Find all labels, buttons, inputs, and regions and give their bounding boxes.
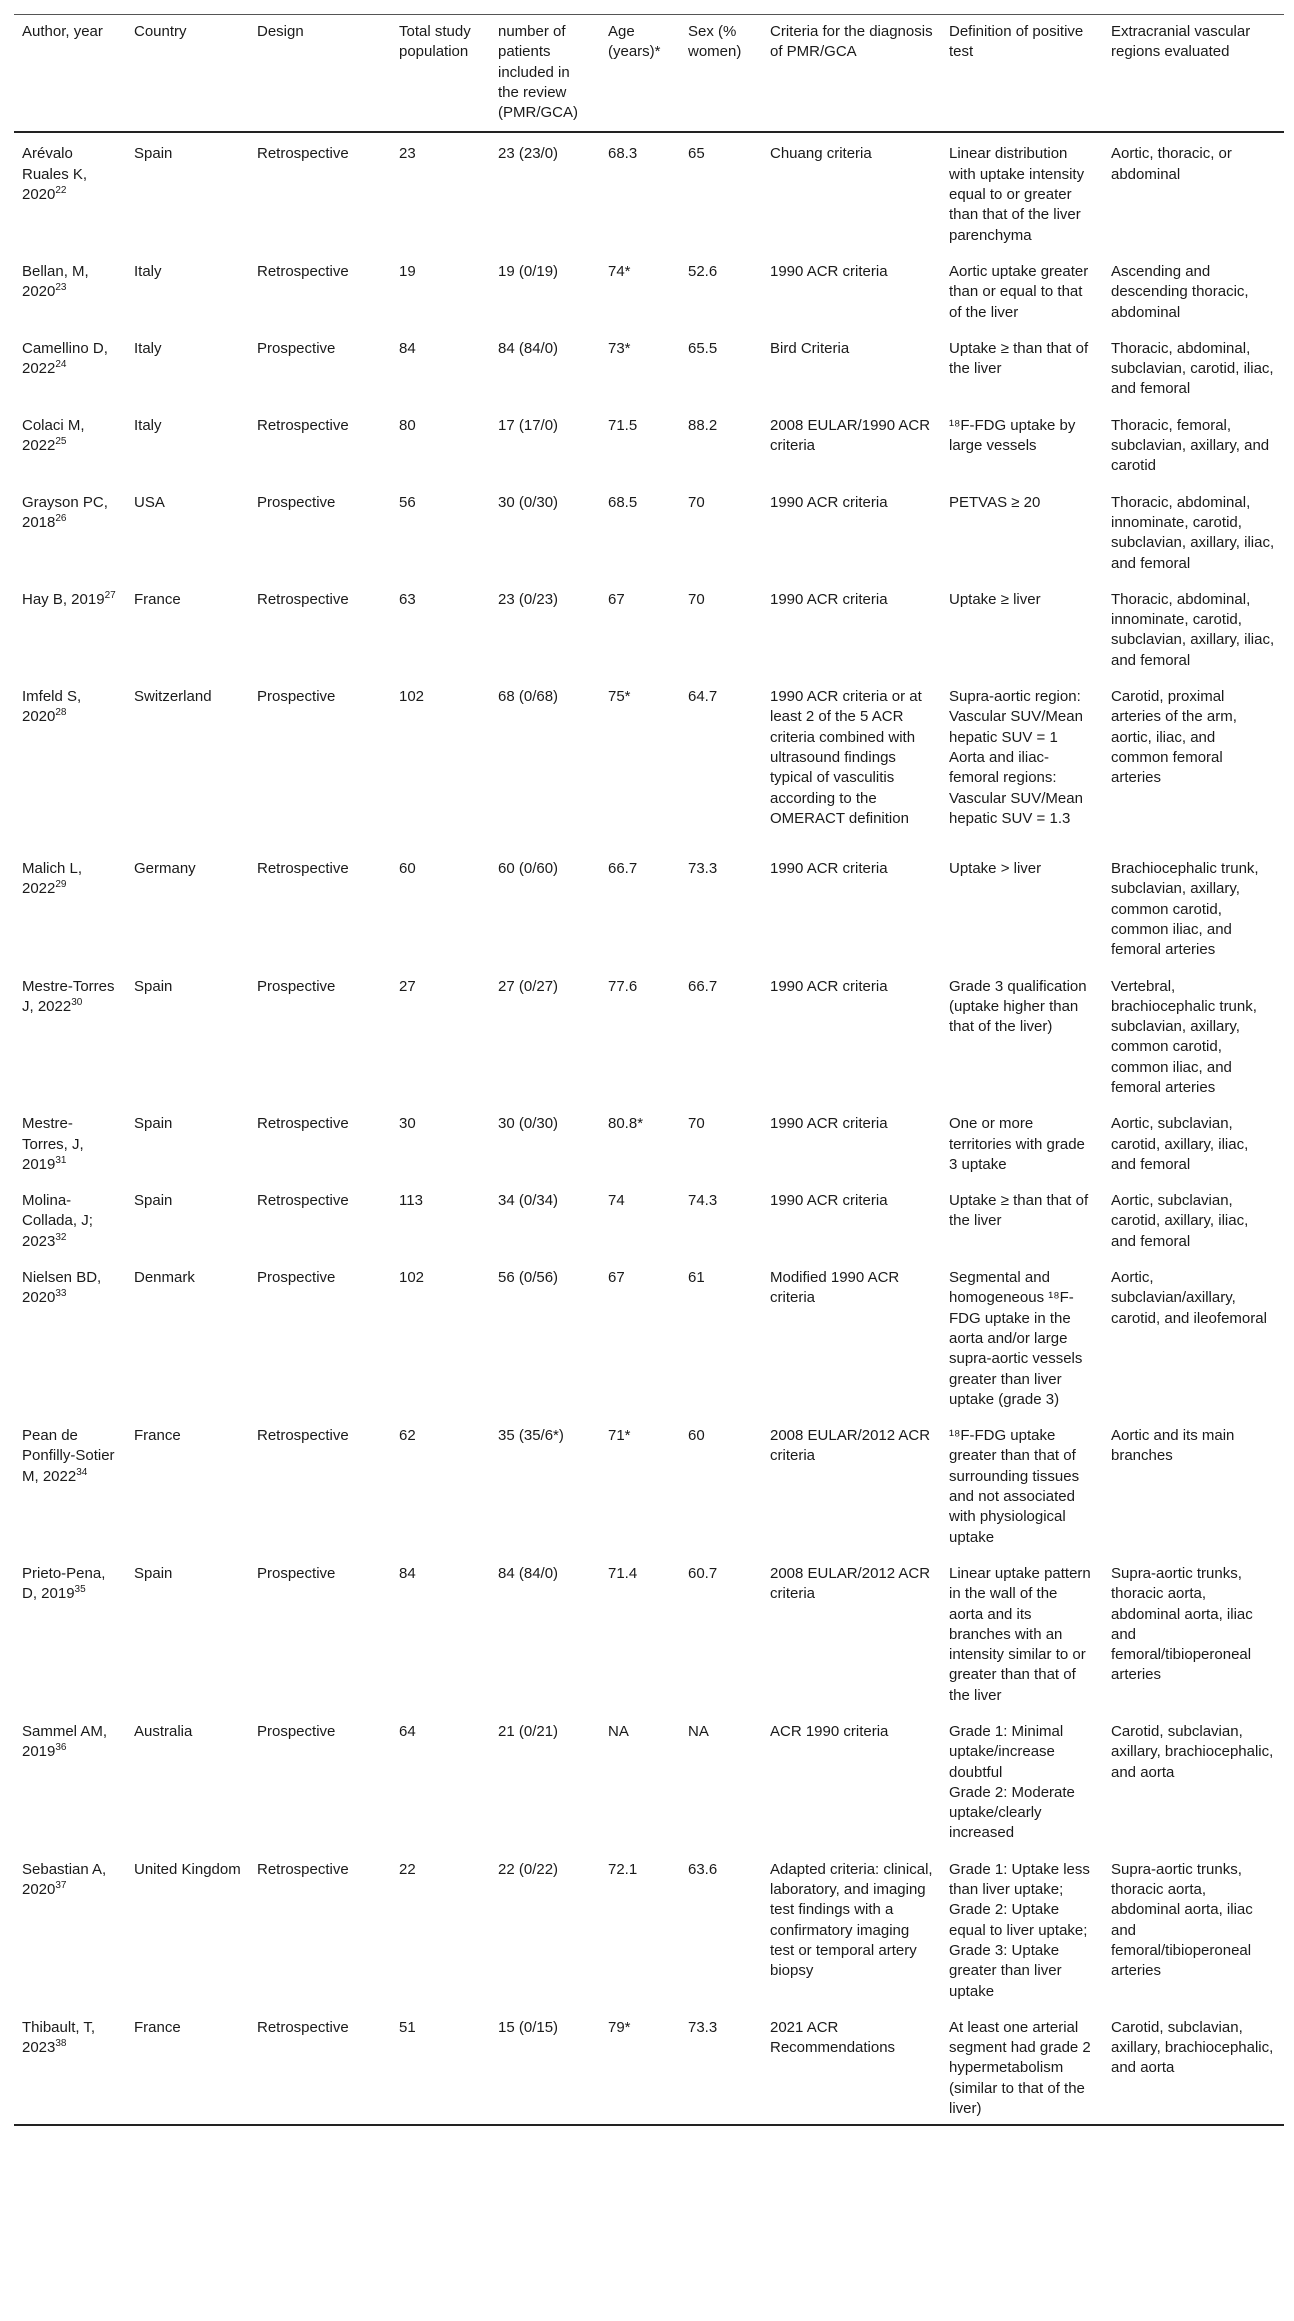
cell-criteria: 2008 EULAR/2012 ACR criteria	[770, 1564, 931, 1603]
definition-line: Linear uptake pattern in the wall of the aorta and its branches with an intensity similar to or greater than that of the liver	[949, 1564, 1091, 1704]
definition-line: One or more territories with grade 3 uptake	[949, 1115, 1085, 1173]
cell-included: 21 (0/21)	[498, 1723, 559, 1740]
cell-included: 84 (84/0)	[498, 339, 559, 357]
reference-number: 34	[76, 1466, 88, 1478]
author-text: Bellan, M, 2020	[22, 262, 89, 301]
reference-number: 29	[55, 879, 67, 891]
cell-sex: 70	[688, 493, 705, 511]
cell-author	[14, 2007, 126, 2125]
table-row	[14, 579, 1284, 676]
definition-line: Uptake > liver	[949, 860, 1042, 878]
cell-included: 23 (23/0)	[498, 145, 559, 163]
author-text: Nielsen BD, 2020	[22, 1269, 102, 1307]
cell-regions: Carotid, proximal arteries of the arm, aortic, iliac, and common femoral arteries	[1111, 688, 1237, 787]
cell-total: 64	[399, 1723, 416, 1740]
definition-line: Grade 1: Minimal uptake/increase doubtful	[949, 1723, 1064, 1781]
table-row	[14, 1103, 1284, 1180]
cell-total: 60	[399, 860, 416, 878]
cell-regions: Thoracic, abdominal, innominate, carotid, subclavian, axillary, iliac, and femoral	[1111, 590, 1275, 669]
reference-number: 24	[55, 359, 67, 371]
cell-total: 23	[399, 145, 416, 163]
cell-definition	[941, 579, 1103, 676]
reference-number: 25	[55, 436, 67, 448]
cell-definition	[941, 1103, 1103, 1180]
definition-line: Grade 2: Uptake equal to liver uptake;	[949, 1901, 1088, 1939]
cell-definition	[941, 848, 1103, 965]
cell-author	[14, 579, 126, 676]
cell-country: France	[134, 1427, 181, 1445]
definition-line: Grade 2: Moderate uptake/clearly increased	[949, 1783, 1075, 1842]
author-text: Thibault, T, 2023	[22, 2018, 96, 2057]
cell-age: 67	[608, 590, 625, 608]
cell-country: France	[134, 2018, 181, 2036]
cell-author	[14, 251, 126, 328]
cell-total: 80	[399, 416, 416, 434]
table-row	[14, 405, 1284, 482]
header-row	[14, 15, 1284, 133]
cell-country: Italy	[134, 262, 162, 280]
cell-definition	[941, 1415, 1103, 1553]
cell-country: Denmark	[134, 1269, 195, 1287]
author-text: Imfeld S, 2020	[22, 688, 82, 726]
cell-author	[14, 966, 126, 1104]
definition-line: Aortic uptake greater than or equal to that of the liver	[949, 262, 1089, 321]
cell-sex: NA	[688, 1723, 709, 1740]
definition-line: Vascular SUV/Mean hepatic SUV = 1.3	[949, 789, 1083, 827]
cell-age: 67	[608, 1269, 625, 1287]
header-included: number of patients included in the review (PMR/GCA)	[498, 23, 578, 122]
author-text: Malich L, 2022	[22, 860, 83, 898]
cell-included: 15 (0/15)	[498, 2018, 559, 2036]
table-row	[14, 251, 1284, 328]
cell-country: USA	[134, 493, 165, 511]
cell-author	[14, 1849, 126, 2007]
cell-criteria: 2008 EULAR/2012 ACR criteria	[770, 1427, 931, 1465]
author-text: Prieto-Pena, D, 2019	[22, 1564, 106, 1603]
cell-regions: Ascending and descending thoracic, abdominal	[1111, 262, 1249, 321]
cell-definition	[941, 1553, 1103, 1711]
cell-design: Prospective	[257, 339, 336, 357]
cell-country: Spain	[134, 145, 173, 163]
cell-definition	[941, 1257, 1103, 1415]
cell-regions: Aortic, subclavian, carotid, axillary, iliac, and femoral	[1111, 1115, 1249, 1173]
cell-total: 51	[399, 2018, 416, 2036]
cell-design: Retrospective	[257, 1192, 349, 1210]
cell-definition	[941, 405, 1103, 482]
reference-number: 27	[104, 589, 116, 601]
cell-included: 34 (0/34)	[498, 1192, 559, 1210]
cell-sex: 60.7	[688, 1564, 718, 1582]
cell-age: 72.1	[608, 1860, 638, 1878]
cell-age: 74*	[608, 262, 631, 280]
cell-age: 68.3	[608, 145, 638, 163]
cell-criteria: 1990 ACR criteria	[770, 1115, 888, 1133]
definition-line: Uptake ≥ than that of the liver	[949, 339, 1089, 378]
cell-author	[14, 405, 126, 482]
cell-total: 63	[399, 590, 416, 608]
cell-criteria: Bird Criteria	[770, 339, 850, 357]
cell-sex: 70	[688, 590, 705, 608]
cell-country: Australia	[134, 1723, 193, 1740]
cell-criteria: 1990 ACR criteria	[770, 262, 888, 280]
author-text: Arévalo Ruales K, 2020	[22, 145, 88, 204]
cell-total: 30	[399, 1115, 416, 1133]
reference-number: 30	[71, 996, 83, 1008]
cell-age: 71*	[608, 1427, 631, 1445]
cell-criteria: Adapted criteria: clinical, laboratory, and imaging test findings with a confirmatory imaging test or temporal artery biopsy	[770, 1860, 933, 1980]
author-text: Hay B, 2019	[22, 590, 105, 608]
cell-total: 113	[399, 1192, 423, 1210]
cell-sex: 65	[688, 145, 705, 163]
cell-age: 79*	[608, 2018, 631, 2036]
author-text: Pean de Ponfilly-Sotier M, 2022	[22, 1427, 115, 1485]
definition-line: Aorta and iliac-femoral regions:	[949, 748, 1057, 787]
cell-age: 71.4	[608, 1564, 638, 1582]
definition-line: Grade 3: Uptake greater than liver uptake	[949, 1941, 1062, 2000]
cell-author	[14, 132, 126, 250]
cell-age: 74	[608, 1192, 625, 1210]
cell-age: 80.8*	[608, 1115, 644, 1133]
header-criteria: Criteria for the diagnosis of PMR/GCA	[770, 23, 933, 61]
cell-criteria: Modified 1990 ACR criteria	[770, 1269, 900, 1307]
cell-design: Retrospective	[257, 262, 349, 280]
cell-author	[14, 1553, 126, 1711]
cell-criteria: 2008 EULAR/1990 ACR criteria	[770, 416, 931, 455]
reference-number: 31	[55, 1154, 67, 1166]
table-row	[14, 1553, 1284, 1711]
cell-design: Retrospective	[257, 1860, 349, 1878]
author-text: Mestre-Torres J, 2022	[22, 977, 115, 1015]
reference-number: 22	[55, 185, 67, 197]
cell-age: 66.7	[608, 860, 638, 878]
table-row	[14, 1415, 1284, 1553]
definition-line: Grade 3 qualification (uptake higher than that of the liver)	[949, 977, 1087, 1036]
cell-criteria: 1990 ACR criteria	[770, 1192, 888, 1210]
cell-criteria: 1990 ACR criteria	[770, 493, 888, 511]
table-row	[14, 848, 1284, 965]
table-row	[14, 2007, 1284, 2125]
definition-line: PETVAS ≥ 20	[949, 493, 1041, 511]
header-definition: Definition of positive test	[949, 23, 1084, 61]
cell-design: Prospective	[257, 1564, 336, 1582]
cell-criteria: 1990 ACR criteria	[770, 860, 888, 878]
definition-line: Supra-aortic region:	[949, 688, 1081, 706]
cell-age: 68.5	[608, 493, 638, 511]
cell-included: 30 (0/30)	[498, 1115, 559, 1133]
author-text: Mestre-Torres, J, 2019	[22, 1115, 84, 1173]
cell-regions: Vertebral, brachiocephalic trunk, subclavian, axillary, common carotid, common iliac, and femoral arteries	[1111, 977, 1257, 1096]
cell-regions: Thoracic, abdominal, innominate, carotid, subclavian, axillary, iliac, and femoral	[1111, 493, 1275, 572]
cell-regions: Thoracic, abdominal, subclavian, carotid, iliac, and femoral	[1111, 339, 1274, 398]
cell-design: Prospective	[257, 977, 336, 995]
cell-country: Italy	[134, 339, 162, 357]
header-design: Design	[257, 23, 304, 40]
header-age: Age (years)*	[608, 23, 661, 61]
cell-definition	[941, 132, 1103, 250]
cell-sex: 61	[688, 1269, 705, 1287]
author-text: Colaci M, 2022	[22, 416, 85, 455]
cell-included: 27 (0/27)	[498, 977, 559, 995]
cell-design: Retrospective	[257, 416, 349, 434]
cell-author	[14, 1103, 126, 1180]
definition-line: At least one arterial segment had grade 2 hypermetabolism (similar to that of the liver)	[949, 2018, 1091, 2118]
cell-author	[14, 848, 126, 965]
cell-included: 60 (0/60)	[498, 860, 559, 878]
cell-total: 62	[399, 1427, 416, 1445]
cell-author	[14, 1180, 126, 1257]
cell-included: 30 (0/30)	[498, 493, 559, 511]
cell-definition	[941, 328, 1103, 405]
cell-total: 102	[399, 1269, 425, 1287]
cell-author	[14, 1257, 126, 1415]
definition-line: Grade 1: Uptake less than liver uptake;	[949, 1860, 1090, 1899]
cell-regions: Aortic, subclavian/axillary, carotid, and ileofemoral	[1111, 1269, 1267, 1327]
cell-country: Italy	[134, 416, 162, 434]
header-regions: Extracranial vascular regions evaluated	[1111, 23, 1251, 61]
cell-total: 27	[399, 977, 416, 995]
cell-included: 56 (0/56)	[498, 1269, 559, 1287]
author-text: Sammel AM, 2019	[22, 1723, 108, 1761]
cell-definition	[941, 1849, 1103, 2007]
cell-regions: Aortic, subclavian, carotid, axillary, iliac, and femoral	[1111, 1192, 1249, 1250]
cell-author	[14, 328, 126, 405]
cell-total: 22	[399, 1860, 416, 1878]
cell-sex: 74.3	[688, 1192, 718, 1210]
reference-number: 37	[55, 1880, 67, 1892]
cell-sex: 65.5	[688, 339, 718, 357]
cell-design: Prospective	[257, 1723, 336, 1740]
cell-sex: 73.3	[688, 860, 718, 878]
cell-sex: 52.6	[688, 262, 718, 280]
cell-sex: 60	[688, 1427, 705, 1445]
reference-number: 32	[55, 1231, 67, 1243]
cell-design: Retrospective	[257, 1427, 349, 1445]
header-country: Country	[134, 23, 187, 40]
cell-sex: 70	[688, 1115, 705, 1133]
definition-line: ¹⁸F-FDG uptake by large vessels	[949, 416, 1076, 455]
cell-sex: 66.7	[688, 977, 718, 995]
cell-design: Retrospective	[257, 590, 349, 608]
cell-regions: Aortic, thoracic, or abdominal	[1111, 145, 1232, 183]
definition-line: Uptake ≥ than that of the liver	[949, 1192, 1089, 1230]
definition-line: Vascular SUV/Mean hepatic SUV = 1	[949, 708, 1083, 746]
cell-included: 19 (0/19)	[498, 262, 559, 280]
cell-definition	[941, 676, 1103, 848]
cell-criteria: 1990 ACR criteria	[770, 977, 888, 995]
cell-included: 84 (84/0)	[498, 1564, 559, 1582]
definition-line: Segmental and homogeneous ¹⁸F-FDG uptake in the aorta and/or large supra-aortic vessels greater than liver uptake (grade 3)	[949, 1269, 1083, 1408]
cell-sex: 64.7	[688, 688, 718, 706]
reference-number: 33	[55, 1288, 67, 1300]
cell-included: 17 (17/0)	[498, 416, 559, 434]
cell-country: Spain	[134, 1115, 173, 1133]
table-row	[14, 966, 1284, 1104]
cell-sex: 88.2	[688, 416, 718, 434]
cell-country: United Kingdom	[134, 1860, 241, 1878]
cell-author	[14, 676, 126, 848]
cell-author	[14, 1415, 126, 1553]
cell-regions: Brachiocephalic trunk, subclavian, axillary, common carotid, common iliac, and femoral arteries	[1111, 860, 1259, 959]
table-row	[14, 1257, 1284, 1415]
cell-country: Spain	[134, 977, 173, 995]
cell-country: Spain	[134, 1564, 173, 1582]
author-text: Grayson PC, 2018	[22, 493, 108, 531]
author-text: Camellino D, 2022	[22, 339, 108, 378]
cell-regions: Aortic and its main branches	[1111, 1427, 1235, 1465]
reference-number: 36	[55, 1742, 67, 1754]
cell-total: 19	[399, 262, 416, 280]
cell-design: Prospective	[257, 688, 336, 706]
cell-definition	[941, 966, 1103, 1104]
table-row	[14, 482, 1284, 579]
reference-number: 28	[55, 707, 67, 719]
cell-design: Prospective	[257, 493, 336, 511]
cell-author	[14, 482, 126, 579]
cell-sex: 73.3	[688, 2018, 718, 2036]
cell-criteria: 1990 ACR criteria or at least 2 of the 5 ACR criteria combined with ultrasound findings typical of vasculitis according to the OMERACT definition	[770, 688, 922, 827]
cell-country: Spain	[134, 1192, 173, 1210]
cell-design: Retrospective	[257, 145, 349, 163]
definition-line: Linear distribution with uptake intensity equal to or greater than that of the liver parenchyma	[949, 145, 1085, 244]
cell-definition	[941, 1180, 1103, 1257]
cell-criteria: 2021 ACR Recommendations	[770, 2018, 896, 2057]
table-row	[14, 328, 1284, 405]
cell-design: Retrospective	[257, 2018, 349, 2036]
cell-definition	[941, 1711, 1103, 1849]
cell-country: France	[134, 590, 181, 608]
table-row	[14, 1711, 1284, 1849]
table-row	[14, 132, 1284, 250]
reference-number: 23	[55, 282, 67, 294]
cell-age: 71.5	[608, 416, 638, 434]
cell-design: Retrospective	[257, 860, 349, 878]
cell-age: 77.6	[608, 977, 638, 995]
definition-line: ¹⁸F-FDG uptake greater than that of surrounding tissues and not associated with physiological uptake	[949, 1427, 1080, 1546]
cell-criteria: Chuang criteria	[770, 145, 872, 163]
cell-criteria: 1990 ACR criteria	[770, 590, 888, 608]
cell-total: 102	[399, 688, 425, 706]
table-row	[14, 1849, 1284, 2007]
reference-number: 26	[55, 512, 67, 524]
cell-design: Retrospective	[257, 1115, 349, 1133]
cell-included: 22 (0/22)	[498, 1860, 559, 1878]
cell-sex: 63.6	[688, 1860, 718, 1878]
cell-author	[14, 1711, 126, 1849]
table-row	[14, 1180, 1284, 1257]
cell-regions: Thoracic, femoral, subclavian, axillary, and carotid	[1111, 416, 1270, 475]
definition-line: Uptake ≥ liver	[949, 590, 1041, 608]
cell-regions: Carotid, subclavian, axillary, brachiocephalic, and aorta	[1111, 2018, 1274, 2077]
cell-included: 23 (0/23)	[498, 590, 559, 608]
table-row	[14, 676, 1284, 848]
cell-total: 84	[399, 1564, 416, 1582]
cell-total: 56	[399, 493, 416, 511]
cell-included: 35 (35/6*)	[498, 1427, 564, 1445]
studies-table	[14, 14, 1284, 2126]
cell-design: Prospective	[257, 1269, 336, 1287]
cell-total: 84	[399, 339, 416, 357]
cell-definition	[941, 251, 1103, 328]
reference-number: 38	[55, 2038, 67, 2050]
header-sex: Sex (% women)	[688, 23, 742, 61]
cell-age: 73*	[608, 339, 631, 357]
cell-age: NA	[608, 1723, 629, 1740]
author-text: Sebastian A, 2020	[22, 1860, 107, 1899]
cell-age: 75*	[608, 688, 631, 706]
cell-definition	[941, 2007, 1103, 2125]
cell-regions: Supra-aortic trunks, thoracic aorta, abdominal aorta, iliac and femoral/tibioperoneal arteries	[1111, 1860, 1253, 1980]
cell-country: Switzerland	[134, 688, 212, 706]
header-author: Author, year	[22, 23, 103, 40]
cell-country: Germany	[134, 860, 196, 878]
cell-definition	[941, 482, 1103, 579]
cell-included: 68 (0/68)	[498, 688, 559, 706]
header-total: Total study population	[399, 23, 471, 61]
cell-criteria: ACR 1990 criteria	[770, 1723, 889, 1740]
cell-regions: Carotid, subclavian, axillary, brachiocephalic, and aorta	[1111, 1723, 1274, 1781]
cell-regions: Supra-aortic trunks, thoracic aorta, abdominal aorta, iliac and femoral/tibioperoneal arteries	[1111, 1564, 1253, 1684]
author-text: Molina-Collada, J; 2023	[22, 1192, 93, 1250]
reference-number: 35	[74, 1584, 86, 1596]
